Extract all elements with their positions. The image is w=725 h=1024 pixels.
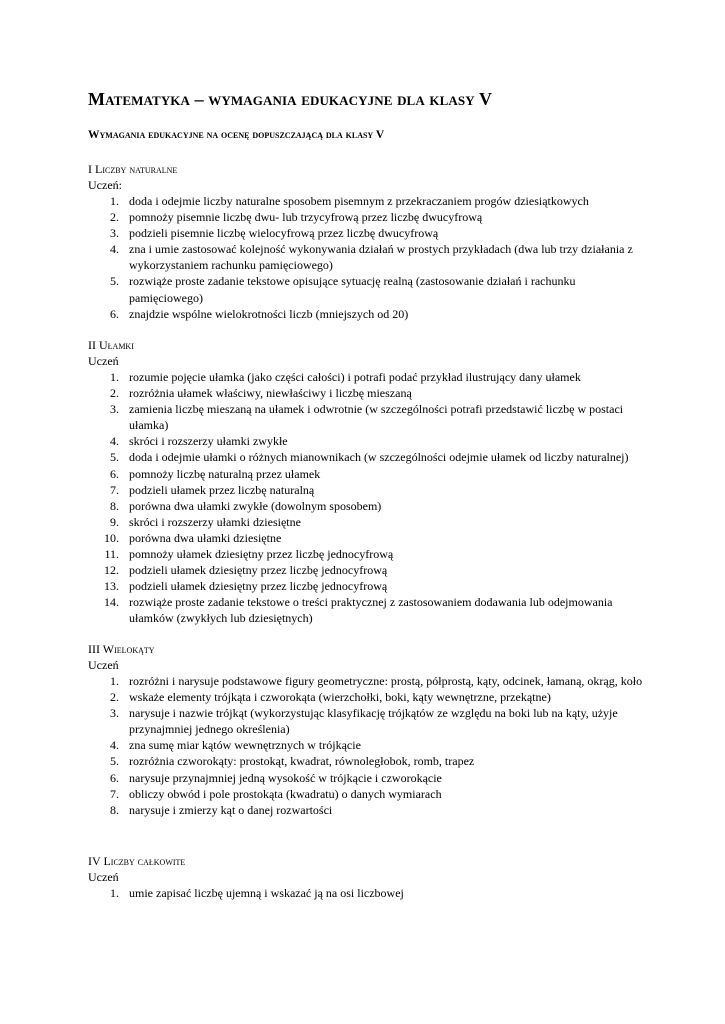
section-1 <box>88 161 648 322</box>
item-text: pomnoży liczbę naturalną przez ułamek <box>129 466 321 481</box>
list-item <box>88 306 648 322</box>
item-text: pomnoży ułamek dziesiętny przez liczbę jednocyfrową <box>129 547 394 562</box>
item-number: 1. <box>110 194 119 208</box>
item-number: 9. <box>110 514 119 529</box>
item-text: skróci i rozszerzy ułamki zwykłe <box>129 434 288 449</box>
section-4 <box>88 853 648 901</box>
item-number: 13. <box>104 579 119 594</box>
item-number: 3. <box>110 402 119 417</box>
item-text: rozwiąże proste zadanie tekstowe o treści praktycznej z zastosowaniem dodawania lub odejmowania ułamków (zwykłych lub dziesiętnych) <box>129 595 613 626</box>
list-item <box>88 433 648 449</box>
item-number: 12. <box>104 563 119 578</box>
item-number: 6. <box>110 466 119 481</box>
item-number: 4. <box>110 242 119 257</box>
list-item <box>88 385 648 401</box>
item-number: 14. <box>104 595 119 610</box>
list-item <box>88 802 648 818</box>
item-text: podzieli pisemnie liczbę wielocyfrową przez liczbę dwucyfrową <box>129 226 439 241</box>
item-number: 10. <box>104 530 119 545</box>
item-text: narysuje i zmierzy kąt o danej rozwartości <box>129 802 333 817</box>
item-number: 6. <box>110 306 119 321</box>
page-title: Matematyka – wymagania edukacyjne dla klasy V <box>88 89 493 109</box>
list-item <box>88 530 648 546</box>
section-heading: IV Liczby całkowite <box>88 854 186 868</box>
requirements-list <box>88 885 648 901</box>
item-text: pomnoży pisemnie liczbę dwu- lub trzycyfrową przez liczbę dwucyfrową <box>129 210 483 225</box>
item-number: 2. <box>110 690 119 705</box>
list-item <box>88 498 648 514</box>
item-text: zna i umie zastosować kolejność wykonywania działań w prostych przykładach (dwa lub trzy działania z wykorzystaniem rachunku pamięciowego) <box>129 242 633 273</box>
item-text: rozróżnia czworokąty: prostokąt, kwadrat, równoległobok, romb, trapez <box>129 754 475 769</box>
item-number: 7. <box>110 786 119 801</box>
requirements-list <box>88 193 648 322</box>
item-text: umie zapisać liczbę ujemną i wskazać ją na osi liczbowej <box>129 886 404 900</box>
list-item <box>88 737 648 753</box>
pupil-label: Uczeń <box>88 658 119 672</box>
item-text: rozwiąże proste zadanie tekstowe opisujące sytuację realną (zastosowanie działań i rachunku pamięciowego) <box>129 274 576 305</box>
item-number: 3. <box>110 706 119 721</box>
pupil-label: Uczeń <box>88 870 119 884</box>
section-3 <box>88 641 648 818</box>
list-item <box>88 225 648 241</box>
list-item <box>88 449 648 465</box>
list-item <box>88 466 648 482</box>
item-number: 5. <box>110 450 119 465</box>
list-item <box>88 578 648 594</box>
item-number: 2. <box>110 386 119 401</box>
item-number: 1. <box>110 886 119 900</box>
item-number: 8. <box>110 498 119 513</box>
list-item <box>88 885 648 901</box>
item-text: podzieli ułamek przez liczbę naturalną <box>129 482 315 497</box>
item-number: 4. <box>110 738 119 753</box>
list-item <box>88 562 648 578</box>
item-number: 4. <box>110 434 119 449</box>
item-number: 3. <box>110 226 119 241</box>
item-text: rozróżni i narysuje podstawowe figury geometryczne: prostą, półprostą, kąty, odcinek, łamaną, okrąg, koło <box>129 674 643 688</box>
list-item <box>88 482 648 498</box>
list-item <box>88 689 648 705</box>
list-item <box>88 786 648 802</box>
item-number: 5. <box>110 274 119 289</box>
item-number: 8. <box>110 802 119 817</box>
item-text: obliczy obwód i pole prostokąta (kwadratu) o danych wymiarach <box>129 786 442 801</box>
item-text: zamienia liczbę mieszaną na ułamek i odwrotnie (w szczególności potrafi przedstawić liczbę w postaci ułamka) <box>129 402 624 433</box>
item-text: podzieli ułamek dziesiętny przez liczbę jednocyfrową <box>129 563 388 578</box>
item-text: narysuje przynajmniej jedną wysokość w trójkącie i czworokącie <box>129 770 442 785</box>
item-number: 1. <box>110 370 119 384</box>
item-text: zna sumę miar kątów wewnętrznych w trójkącie <box>129 738 361 753</box>
list-item <box>88 401 648 433</box>
item-text: wskaże elementy trójkąta i czworokąta (wierzchołki, boki, kąty wewnętrzne, przekątne) <box>129 690 551 705</box>
page-subtitle: Wymagania edukacyjne na ocenę dopuszczającą dla klasy V <box>88 129 385 141</box>
requirements-list <box>88 369 648 627</box>
list-item <box>88 673 648 689</box>
item-text: rozumie pojęcie ułamka (jako części całości) i potrafi podać przykład ilustrujący dany ułamek <box>129 370 581 384</box>
section-2 <box>88 337 648 627</box>
section-heading: III Wielokąty <box>88 642 155 656</box>
list-item <box>88 514 648 530</box>
requirements-list <box>88 673 648 818</box>
item-text: skróci i rozszerzy ułamki dziesiętne <box>129 514 301 529</box>
list-item <box>88 546 648 562</box>
item-text: porówna dwa ułamki dziesiętne <box>129 530 282 545</box>
item-text: narysuje i nazwie trójkąt (wykorzystując klasyfikację trójkątów ze względu na boki lub na kąty, użyje przynajmniej jednego określenia) <box>129 706 618 737</box>
item-number: 6. <box>110 770 119 785</box>
item-number: 1. <box>110 674 119 688</box>
item-text: rozróżnia ułamek właściwy, niewłaściwy i liczbę mieszaną <box>129 386 412 401</box>
list-item <box>88 594 648 626</box>
item-text: znajdzie wspólne wielokrotności liczb (mniejszych od 20) <box>129 306 409 321</box>
list-item <box>88 209 648 225</box>
item-number: 2. <box>110 210 119 225</box>
list-item <box>88 273 648 305</box>
section-heading: II Ułamki <box>88 338 134 352</box>
item-text: porówna dwa ułamki zwykłe (dowolnym sposobem) <box>129 498 382 513</box>
list-item <box>88 369 648 385</box>
item-number: 5. <box>110 754 119 769</box>
item-text: podzieli ułamek dziesiętny przez liczbę jednocyfrową <box>129 579 388 594</box>
item-text: doda i odejmie liczby naturalne sposobem pisemnym z przekraczaniem progów dziesiątkowych <box>129 194 589 208</box>
list-item <box>88 193 648 209</box>
item-number: 7. <box>110 482 119 497</box>
item-text: doda i odejmie ułamki o różnych mianownikach (w szczególności odejmie ułamek od liczby naturalnej) <box>129 450 629 465</box>
section-heading: I Liczby naturalne <box>88 162 178 176</box>
pupil-label: Uczeń <box>88 354 119 368</box>
pupil-label: Uczeń: <box>88 178 122 192</box>
list-item <box>88 705 648 737</box>
list-item <box>88 241 648 273</box>
list-item <box>88 770 648 786</box>
item-number: 11. <box>104 547 119 562</box>
list-item <box>88 753 648 769</box>
